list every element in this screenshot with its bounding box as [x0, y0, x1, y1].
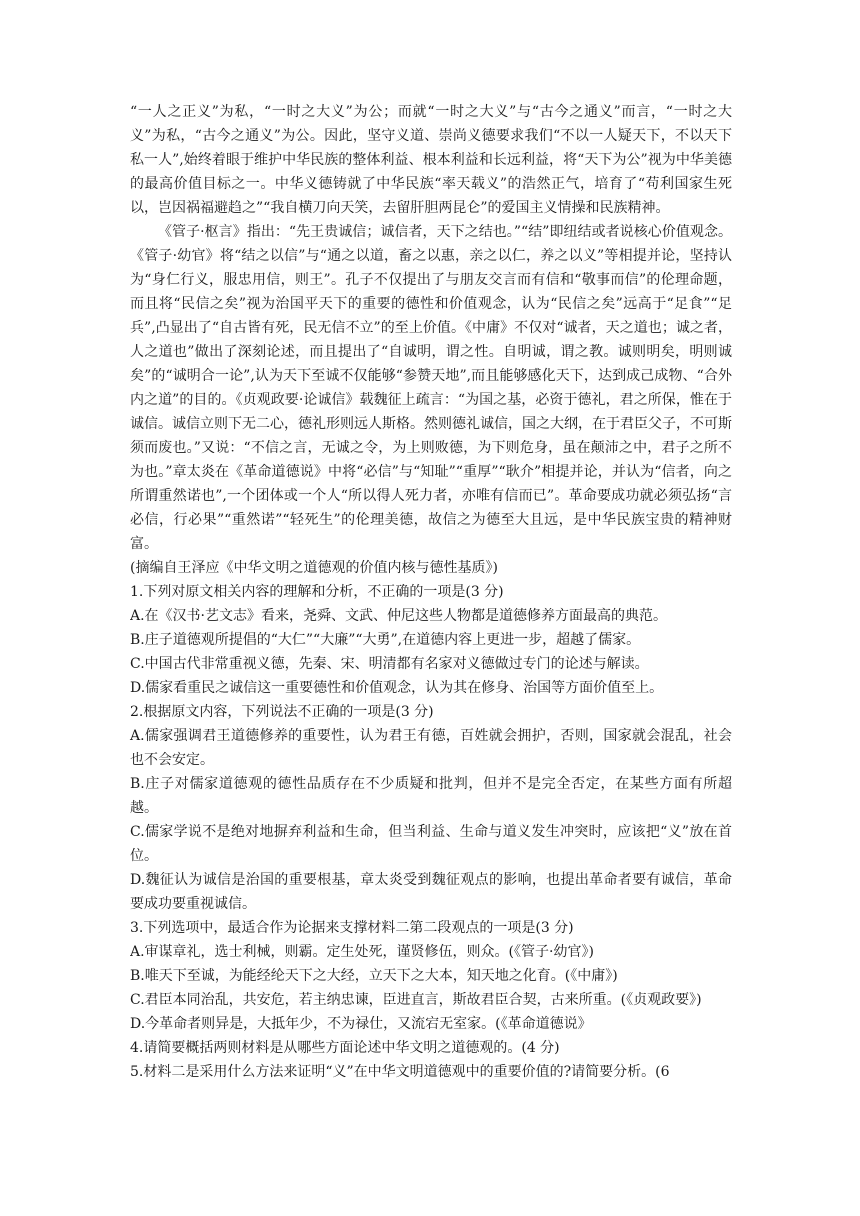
- question-1-option-c: C.中国古代非常重视义德，先秦、宋、明清都有名家对义德做过专门的论述与解读。: [130, 656, 649, 672]
- question-3-option-b: B.唯天下至诚，为能经纶天下之大经，立天下之大本，知天地之化育。(《中庸》): [130, 968, 618, 984]
- question-1-option-b: B.庄子道德观所提倡的“大仁”“大廉”“大勇”,在道德内容上更进一步，超越了儒家。: [130, 632, 641, 648]
- question-5-stem: 5.材料二是采用什么方法来证明“义”在中华文明道德观中的重要价值的?请简要分析。(6: [130, 1064, 670, 1080]
- question-2-option-d: D.魏征认为诚信是治国的重要根基，章太炎受到魏征观点的影响，也提出革命者要有诚信，革命要成功要重视诚信。: [130, 872, 732, 912]
- document-page: [130, 100, 732, 1084]
- passage-paragraph-2: 《管子·枢言》指出：“先王贵诚信；诚信者，天下之结也。”“结”即纽结或者说核心价值观念。《管子·幼官》将“结之以信”与“通之以道，畜之以惠，亲之以仁，养之以义”等相提并论，坚持认为“身仁行义，服忠用信，则王”。孔子不仅提出了与朋友交言而有信和“敬事而信”的伦理命题，而且将“民信之矣”视为治国平天下的重要的德性和价值观念，认为“民信之矣”远高于“足食”“足兵”,凸显出了“自古皆有死，民无信不立”的至上价值。《中庸》不仅对“诚者，天之道也；诚之者，人之道也”做出了深刻论述，而且提出了“自诚明，谓之性。自明诚，谓之教。诚则明矣，明则诚矣”的“诚明合一论”,认为天下至诚不仅能够“参赞天地”,而且能够感化天下，达到成己成物、“合外内之道”的目的。《贞观政要·论诚信》载魏征上疏言：“为国之基，必资于德礼，君之所保，惟在于诚信。诚信立则下无二心，德礼形则远人斯格。然则德礼诚信，国之大纲，在于君臣父子，不可斯须而废也。”又说：“不信之言，无诚之令，为上则败德，为下则危身，虽在颠沛之中，君子之所不为也。”章太炎在《革命道德说》中将“必信”与“知耻”“重厚”“耿介”相提并论，并认为“信者，向之所谓重然诺也”,一个团体或一个人“所以得人死力者，亦唯有信而已”。革命要成功就必须弘扬“言必信，行必果”“重然诺”“轻死生”的伦理美德，故信之为德至大且远，是中华民族宝贵的精神财富。: [130, 224, 732, 552]
- passage-paragraph-1: “一人之正义”为私，“一时之大义”为公；而就“一时之大义”与“古今之通义”而言，“一时之大义”为私，“古今之通义”为公。因此，坚守义道、崇尚义德要求我们“不以一人疑天下，不以天下私一人”,始终着眼于维护中华民族的整体利益、根本利益和长远利益，将“天下为公”视为中华美德的最高价值目标之一。中华义德铸就了中华民族“率天载义”的浩然正气，培育了“苟利国家生死以，岂因祸福避趋之”“我自横刀向天笑，去留肝胆两昆仑”的爱国主义情操和民族精神。: [130, 104, 732, 216]
- question-2-stem: 2.根据原文内容，下列说法不正确的一项是(3 分): [130, 704, 434, 720]
- question-3-option-a: A.审谋章礼，选士利械，则霸。定生处死，谨贤修伍，则众。(《管子·幼官》): [130, 944, 594, 960]
- passage-source: (摘编自王泽应《中华文明之道德观的价值内核与德性基质》): [130, 560, 498, 576]
- question-1-stem: 1.下列对原文相关内容的理解和分析，不正确的一项是(3 分): [130, 584, 504, 600]
- question-2-option-a: A.儒家强调君王道德修养的重要性，认为君王有德，百姓就会拥护，否则，国家就会混乱，社会也不会安定。: [130, 728, 732, 768]
- question-3-stem: 3.下列选项中，最适合作为论据来支撑材料二第二段观点的一项是(3 分): [130, 920, 574, 936]
- question-1-option-a: A.在《汉书·艺文志》看来，尧舜、文武、仲尼这些人物都是道德修养方面最高的典范。: [130, 608, 668, 624]
- question-2-option-b: B.庄子对儒家道德观的德性品质存在不少质疑和批判，但并不是完全否定，在某些方面有所超越。: [130, 776, 732, 816]
- question-4-stem: 4.请简要概括两则材料是从哪些方面论述中华文明之道德观的。(4 分): [130, 1040, 560, 1056]
- question-3-option-d: D.今革命者则异是，大抵年少，不为禄仕，又流宕无室家。(《革命道德说》: [130, 1016, 592, 1032]
- question-1-option-d: D.儒家看重民之诚信这一重要德性和价值观念，认为其在修身、治国等方面价值至上。: [130, 680, 664, 696]
- question-2-option-c: C.儒家学说不是绝对地摒弃利益和生命，但当利益、生命与道义发生冲突时，应该把“义”放在首位。: [130, 824, 732, 864]
- question-3-option-c: C.君臣本同治乱，共安危，若主纳忠谏，臣进直言，斯故君臣合契，古来所重。(《贞观政要》): [130, 992, 702, 1008]
